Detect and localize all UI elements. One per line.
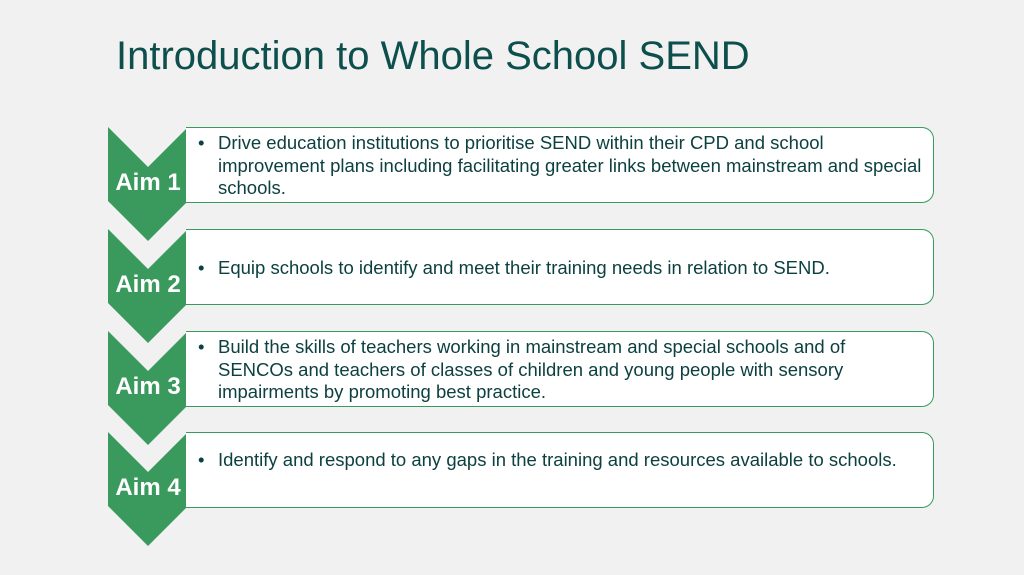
bullet-icon: • bbox=[198, 449, 205, 470]
bullet-icon: • bbox=[198, 257, 205, 278]
aim-text: Build the skills of teachers working in mainstream and special schools and of SENCOs and teachers of classes of children and young people with sensory impairments by promoting best practice. bbox=[218, 336, 846, 402]
aim-step-4 bbox=[0, 432, 1024, 552]
bullet-item bbox=[198, 257, 830, 280]
aim-label: Aim 1 bbox=[115, 169, 181, 196]
aim-box bbox=[186, 127, 934, 203]
aim-box bbox=[186, 229, 934, 305]
aim-label: Aim 3 bbox=[115, 373, 181, 400]
aim-label: Aim 4 bbox=[115, 474, 181, 501]
bullet-item bbox=[198, 132, 923, 200]
slide-title: Introduction to Whole School SEND bbox=[116, 34, 750, 78]
aim-text: Identify and respond to any gaps in the training and resources available to schools. bbox=[218, 449, 897, 470]
aim-box bbox=[186, 331, 934, 407]
aim-box bbox=[186, 432, 934, 508]
bullet-icon: • bbox=[198, 132, 205, 153]
bullet-icon: • bbox=[198, 336, 205, 357]
aim-label: Aim 2 bbox=[115, 271, 181, 298]
aim-text: Equip schools to identify and meet their training needs in relation to SEND. bbox=[218, 257, 830, 278]
bullet-item bbox=[198, 449, 923, 472]
bullet-item bbox=[198, 336, 923, 404]
aim-text: Drive education institutions to prioritise SEND within their CPD and school improvement plans including facilitating greater links between mainstream and special schools. bbox=[218, 132, 922, 198]
